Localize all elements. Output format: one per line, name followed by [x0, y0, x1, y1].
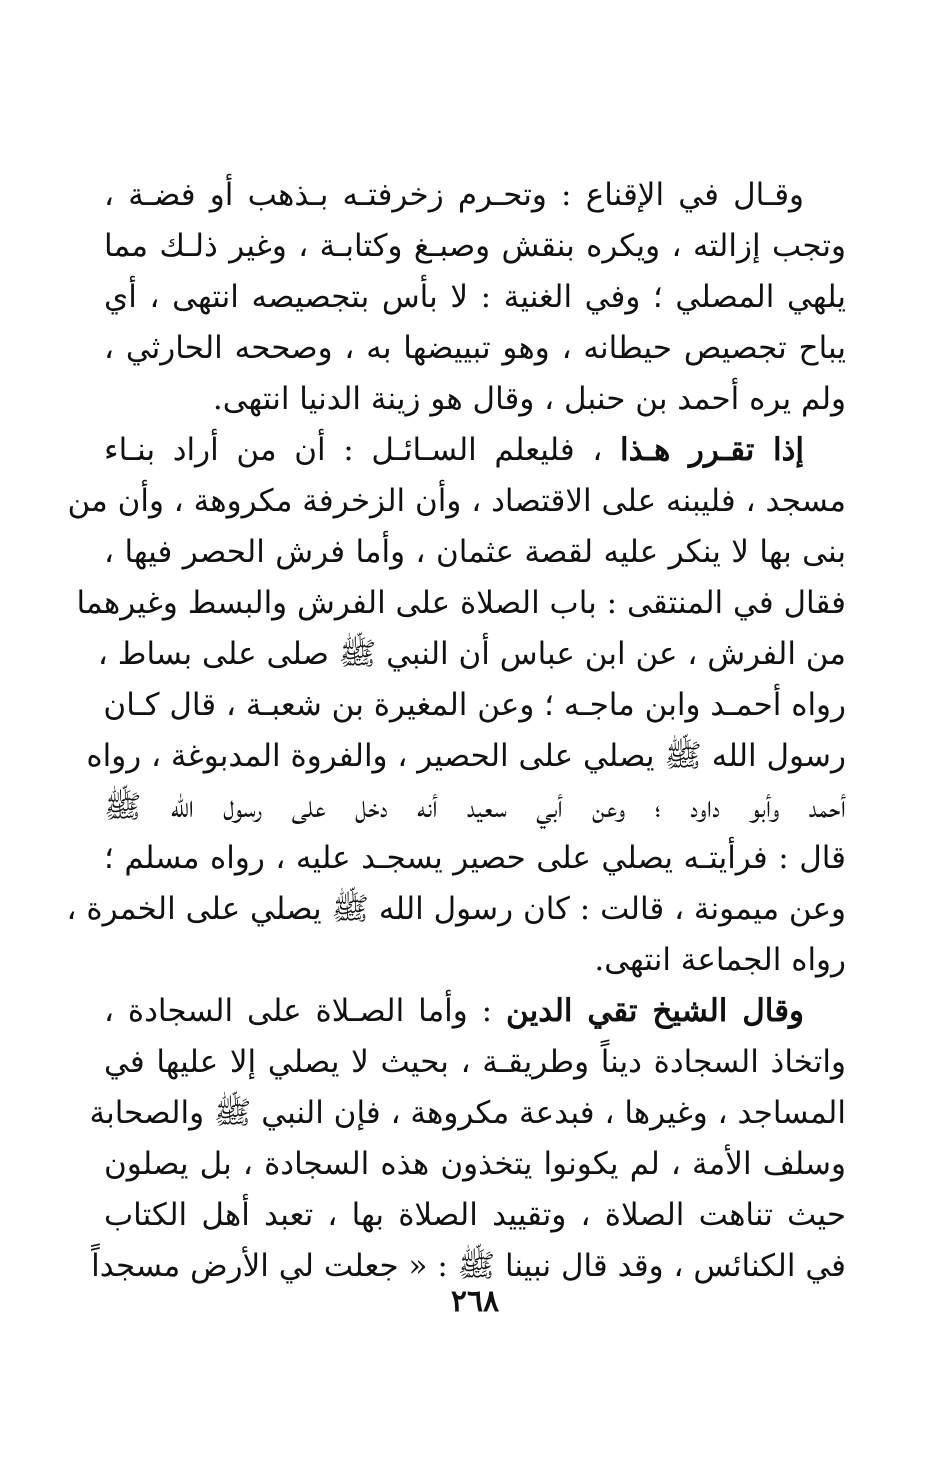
paragraph-2-line-3: بنى بها لا ينكر عليه لقصة عثمان ، وأما فرش الحصر فيها ، — [104, 534, 846, 570]
paragraph-1-line-2: وتجب إزالته ، ويكره بنقش وصبـغ وكتابـة ، وغير ذلـك مما — [104, 228, 846, 264]
body-text — [66, 170, 846, 1292]
paragraph-2-line-5: من الفرش ، عن ابن عباس أن النبي ﷺ صلى على بساط ، — [97, 636, 846, 672]
paragraph-1-line-4: يباح تجصيص حيطانه ، وهو تبييضها به ، وصححه الحارثي ، — [104, 330, 846, 366]
paragraph-2-line-8: أحمد وأبو داود ؛ وعن أبي سعيد أنه دخل على رسول الله ﷺ — [104, 789, 846, 825]
paragraph-1-line-1: وقـال في الإقناع : وتحـرم زخرفتـه بـذهب أو فضـة ، — [104, 177, 804, 213]
paragraph-3-line-6: في الكنائس ، وقد قال نبينا ﷺ : « جعلت لي الأرض مسجداً — [91, 1248, 846, 1284]
paragraph-3-line-5: حيث تناهت الصلاة ، وتقييد الصلاة بها ، تعبد أهل الكتاب — [104, 1197, 846, 1233]
paragraph-3-line-2: واتخاذ السجادة ديناً وطريقـة ، بحيث لا يصلي إلا عليها في — [104, 1044, 846, 1080]
paragraph-1-line-3: يلهي المصلي ؛ وفي الغنية : لا بأس بتجصيصه انتهى ، أي — [104, 279, 846, 315]
paragraph-2-line-11: رواه الجماعة انتهى. — [594, 942, 846, 978]
paragraph-3-line-3: المساجد ، وغيرها ، فبدعة مكروهة ، فإن النبي ﷺ والصحابة — [89, 1095, 846, 1131]
paragraph-2-line-1-text: ، فليعلم السـائـل : أن من أراد بنـاء — [104, 432, 603, 468]
paragraph-2-line-7: رسول الله ﷺ يصلي على الحصير ، والفروة المدبوغة ، رواه — [86, 738, 846, 774]
paragraph-2-line-4: فقال في المنتقى : باب الصلاة على الفرش والبسط وغيرهما — [76, 585, 846, 621]
paragraph-3-line-1 — [104, 986, 846, 1037]
paragraph-2-lead: إذا تقـرر هـذا — [620, 432, 804, 468]
page-number: ٢٦٨ — [450, 1284, 500, 1319]
paragraph-2-line-10: وعن ميمونة ، قالت : كان رسول الله ﷺ يصلي على الخمرة ، — [66, 891, 846, 927]
paragraph-1-line-5: ولم يره أحمد بن حنبل ، وقال هو زينة الدنيا انتهى. — [212, 381, 846, 417]
paragraph-2-line-2: مسجد ، فليبنه على الاقتصاد ، وأن الزخرفة مكروهة ، وأن من — [67, 483, 846, 519]
paragraph-3-line-1-text: : وأما الصـلاة على السجادة ، — [104, 993, 493, 1029]
paragraph-2-line-9: قال : فرأيتـه يصلي على حصير يسجـد عليه ، رواه مسلم ؛ — [104, 840, 846, 876]
paragraph-3-lead: وقال الشيخ تقي الدين — [505, 993, 804, 1029]
paragraph-3-line-4: وسلف الأمة ، لم يكونوا يتخذون هذه السجادة ، بل يصلون — [104, 1146, 846, 1182]
paragraph-2-line-6: رواه أحمـد وابن ماجـه ؛ وعن المغيرة بن شعبـة ، قال كـان — [103, 687, 846, 723]
paragraph-2-line-1 — [104, 425, 846, 476]
